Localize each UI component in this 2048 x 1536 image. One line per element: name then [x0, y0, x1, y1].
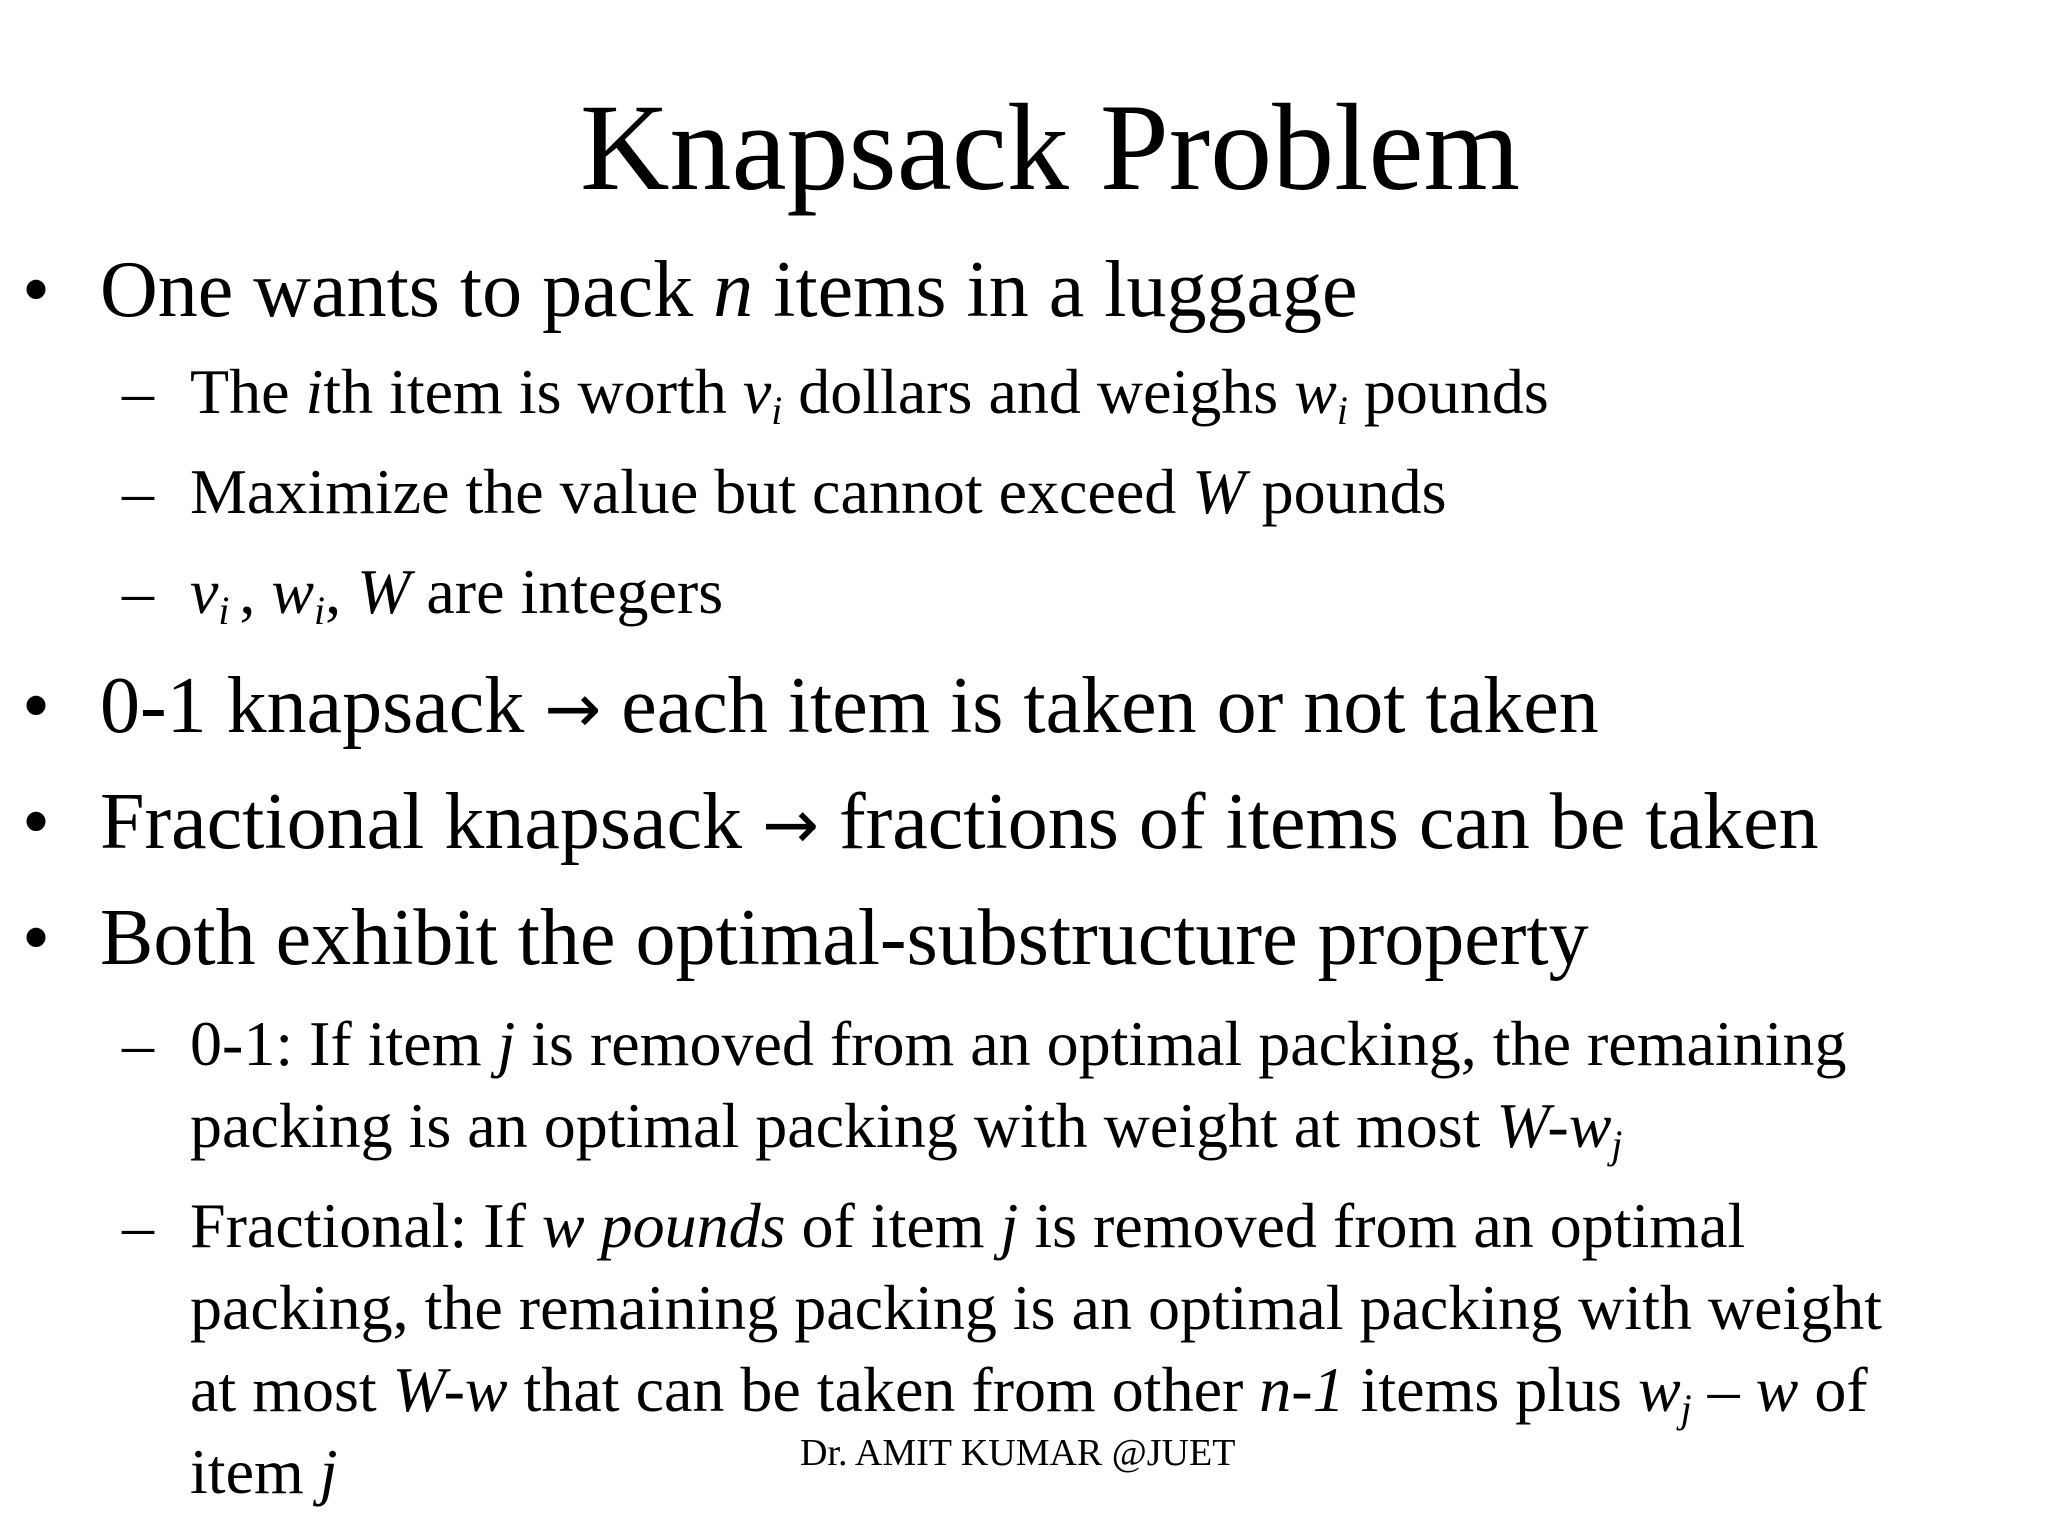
footer-credit: Dr. AMIT KUMAR @JUET [800, 1432, 1236, 1474]
bullet-glyph: • [22, 246, 51, 334]
bullet-glyph: • [22, 894, 51, 982]
bullet-glyph: • [22, 778, 51, 866]
dash-glyph: – [122, 1008, 154, 1079]
bullet-4-sub-1-line-1: – 0-1: If item j is removed from an optimal packing, the remaining [190, 1004, 1846, 1084]
bullet-glyph: • [22, 662, 51, 750]
dash-glyph: – [122, 456, 154, 527]
bullet-4: • Both exhibit the optimal-substructure property [22, 894, 1589, 982]
arrow-icon: → [762, 786, 819, 865]
bullet-3: • Fractional knapsack → fractions of items can be taken [22, 778, 1819, 866]
arrow-icon: → [544, 670, 602, 749]
bullet-4-sub-2-line-2: packing, the remaining packing is an optimal packing with weight [190, 1272, 1883, 1343]
dash-glyph: – [122, 1190, 154, 1261]
slide-title: Knapsack Problem [579, 79, 1521, 216]
bullet-1-sub-1: – The ith item is worth $v_i$ dollars and weighs $w_i$ pounds [190, 352, 1549, 432]
bullet-1: • One wants to pack n items in a luggage [22, 246, 1358, 334]
bullet-1-sub-2: – Maximize the value but cannot exceed W pounds [190, 452, 1446, 532]
bullet-4-sub-2-line-1: – Fractional: If w pounds of item j is removed from an optimal [190, 1186, 1745, 1266]
bullet-4-sub-1-line-2: packing is an optimal packing with weight at most $W-w_j$ [190, 1090, 1623, 1168]
bullet-4-sub-2-line-3: at most W-w that can be taken from other n-1 items plus $w_j$ – w of [190, 1354, 1868, 1432]
dash-glyph: – [122, 556, 154, 627]
bullet-4-sub-2-line-4: item j [190, 1436, 338, 1507]
dash-glyph: – [122, 356, 154, 427]
bullet-2: • 0-1 knapsack → each item is taken or not taken [22, 662, 1599, 750]
bullet-1-sub-3: – $v_i$ , $w_i$, W are integers [190, 552, 723, 632]
